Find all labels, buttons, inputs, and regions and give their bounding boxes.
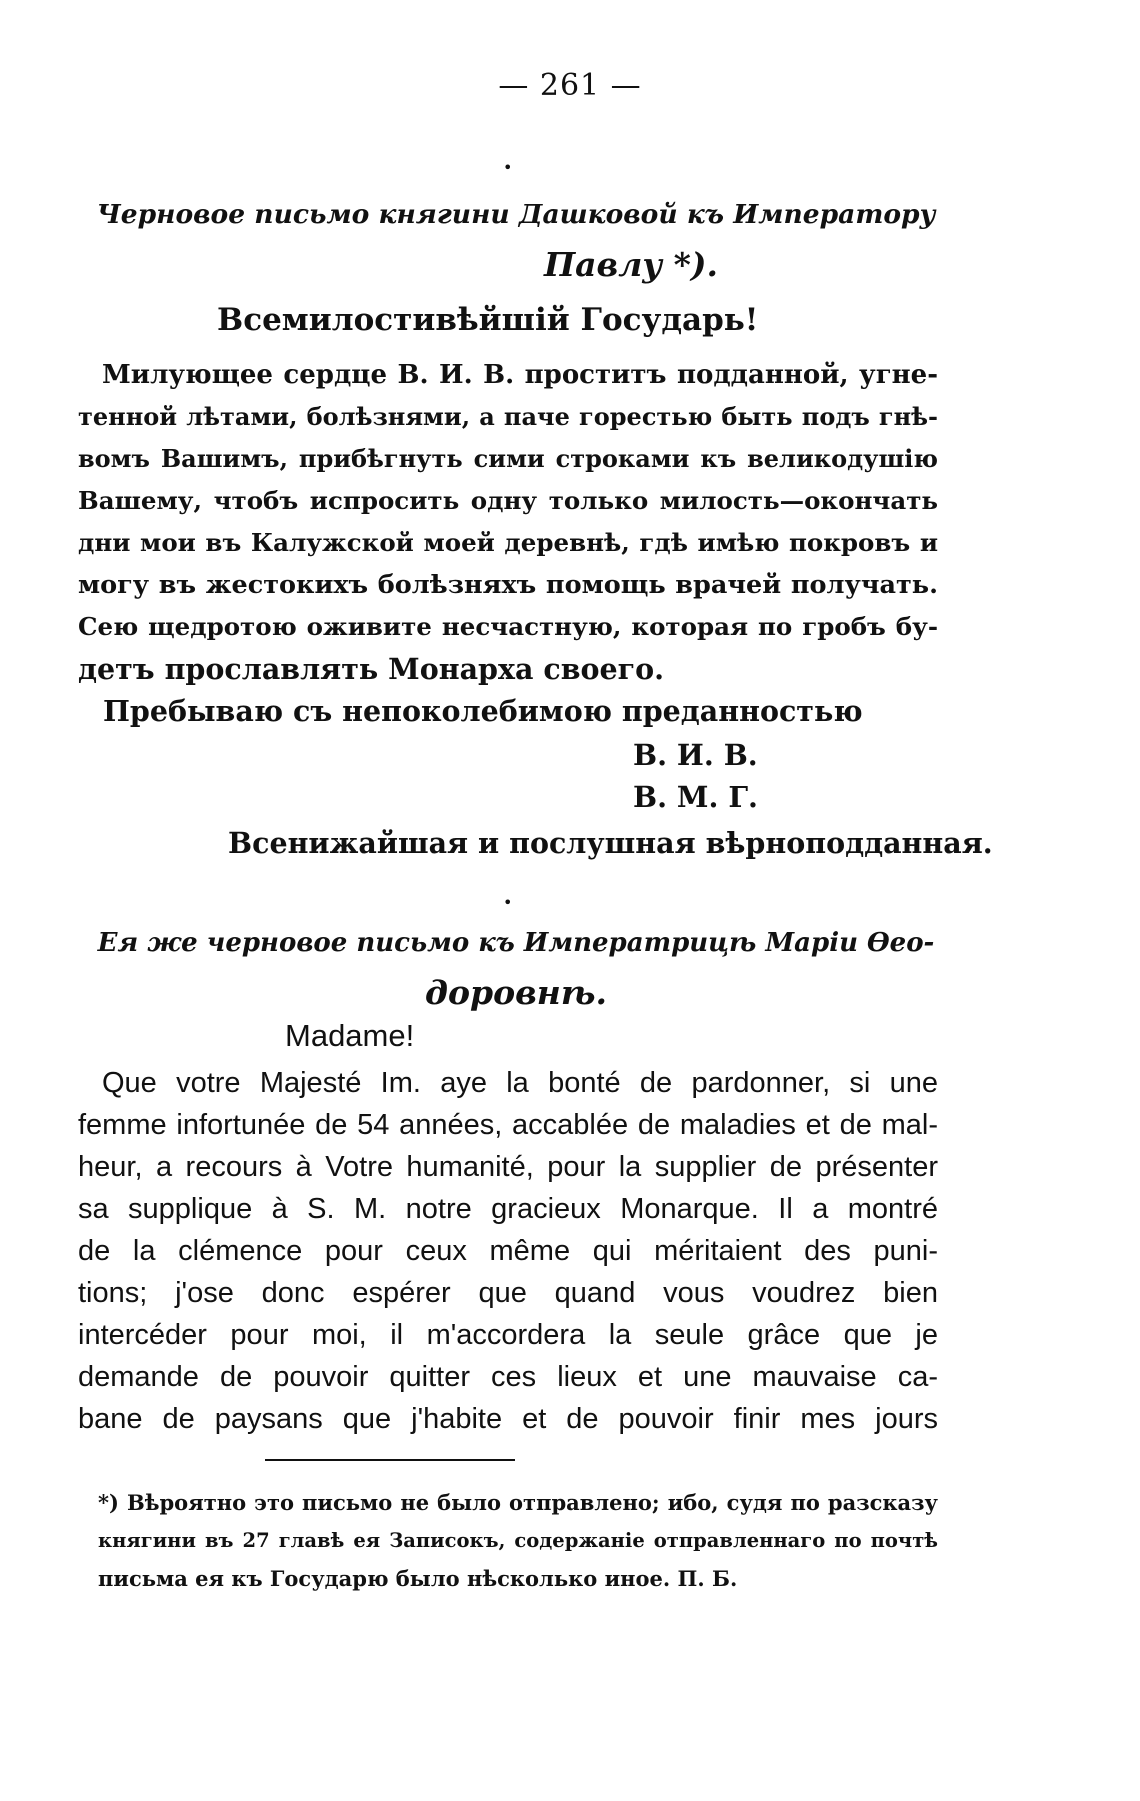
text-line: tions; j'ose donc espérer que quand vous voudrez bien [78, 1277, 938, 1309]
text-line: intercéder pour moi, il m'accordera la seule grâce que je [78, 1319, 938, 1351]
page-number: — 261 — [498, 68, 642, 103]
section-marker: • [503, 158, 513, 177]
signature-line: В. И. В. [633, 738, 758, 772]
text-line: тенной лѣтами, болѣзнями, а паче горестью быть подъ гнѣ- [78, 402, 938, 431]
text-line: Que votre Majesté Im. aye la bonté de pardonner, si une [102, 1067, 938, 1099]
text-line: вомъ Вашимъ, прибѣгнуть сими строками къ великодушію [78, 444, 938, 473]
text-line: bane de paysans que j'habite et de pouvoir finir mes jours [78, 1403, 938, 1435]
footnote-line: письма ея къ Государю было нѣсколько иное. П. Б. [98, 1566, 738, 1591]
text-line: Милующее сердце В. И. В. проститъ подданной, угне- [102, 360, 938, 390]
text-line: femme infortunée de 54 années, accablée de maladies et de mal- [78, 1109, 938, 1141]
section-heading-line: доровнѣ. [425, 973, 607, 1012]
text-line: de la clémence pour ceux même qui méritaient des puni- [78, 1235, 938, 1267]
closing-line: Пребываю съ непоколебимою преданностью [103, 694, 863, 728]
text-line: детъ прославлять Монарха своего. [78, 652, 665, 686]
salutation: Madame! [285, 1018, 415, 1053]
text-line: heur, a recours à Votre humanité, pour la supplier de présenter [78, 1151, 938, 1183]
text-line: могу въ жестокихъ болѣзняхъ помощь врачей получать. [78, 570, 938, 600]
text-line: Сею щедротою оживите несчастную, которая по гробъ бу- [78, 612, 938, 641]
signature-line: В. М. Г. [633, 780, 758, 814]
section-marker: • [503, 893, 513, 912]
section-heading [96, 190, 936, 290]
letter-body [78, 1062, 938, 1440]
footnote-divider [265, 1459, 515, 1461]
footnote [98, 1484, 938, 1598]
salutation: Всемилостивѣйшій Государь! [217, 302, 759, 338]
section-heading-line: Черновое письмо княгини Дашковой къ Императору [96, 199, 936, 230]
section-heading-line: Павлу *). [544, 245, 718, 284]
letter-body [78, 354, 938, 690]
signature-line: Всенижайшая и послушная вѣрноподданная. [228, 826, 993, 860]
text-line: demande de pouvoir quitter ces lieux et une mauvaise ca- [78, 1361, 938, 1393]
text-line: Вашему, чтобъ испросить одну только милость—окончать [78, 486, 938, 515]
footnote-line: княгини въ 27 главѣ ея Записокъ, содержаніе отправленнаго по почтѣ [98, 1529, 938, 1552]
section-heading-line: Ея же черновое письмо къ Императрицѣ Маріи Ѳео- [97, 928, 935, 958]
footnote-line: *) Вѣроятно это письмо не было отправлено; ибо, судя по разсказу [98, 1490, 938, 1515]
text-line: sa supplique à S. M. notre gracieux Monarque. Il a montré [78, 1193, 938, 1225]
section-heading [96, 918, 936, 1018]
text-line: дни мои въ Калужской моей деревнѣ, гдѣ имѣю покровъ и [78, 528, 938, 557]
